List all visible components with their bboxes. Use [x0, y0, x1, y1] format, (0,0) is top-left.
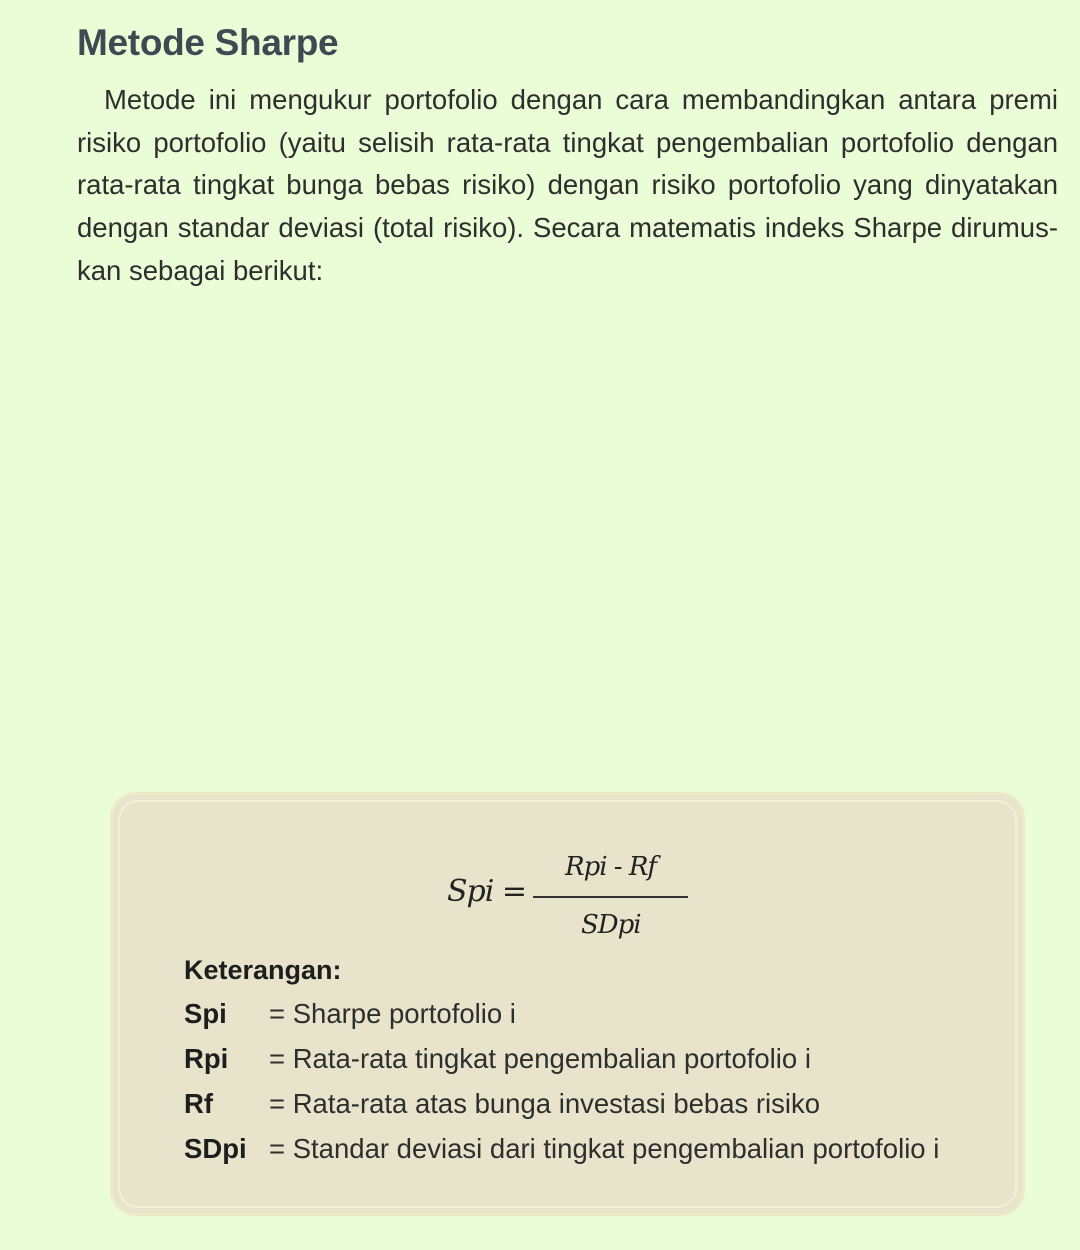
legend-term: SDpi [184, 1133, 247, 1164]
legend-definition: = Rata-rata atas bunga investasi bebas risiko [269, 1088, 821, 1119]
legend-definition: = Sharpe portofolio i [269, 998, 516, 1029]
legend-term: Rf [184, 1088, 214, 1119]
body-paragraph: Metode ini mengukur portofolio dengan cara membandingkan antara premi risiko portofolio (yaitu selisih rata-rata tingkat pengembalian portofolio dengan rata-rata tingkat bunga bebas risiko) dengan risiko portofolio yang dinyatakan dengan standar deviasi (total risiko). Secara matematis indeks Sharpe dirumus-kan sebagai berikut: [77, 84, 1058, 286]
legend-title: Keterangan: [184, 955, 342, 985]
formula-numerator: Rpi - Rf [565, 852, 657, 882]
formula-denominator: SDpi [581, 910, 641, 940]
legend-definition: = Standar deviasi dari tingkat pengembalian portofolio i [269, 1133, 940, 1164]
formula-lhs: Spi = [447, 874, 527, 909]
legend-term: Spi [184, 998, 227, 1029]
legend-definition: = Rata-rata tingkat pengembalian portofolio i [269, 1043, 811, 1074]
section-heading: Metode Sharpe [77, 22, 339, 63]
legend-term: Rpi [184, 1043, 229, 1074]
fraction-bar [533, 896, 688, 898]
